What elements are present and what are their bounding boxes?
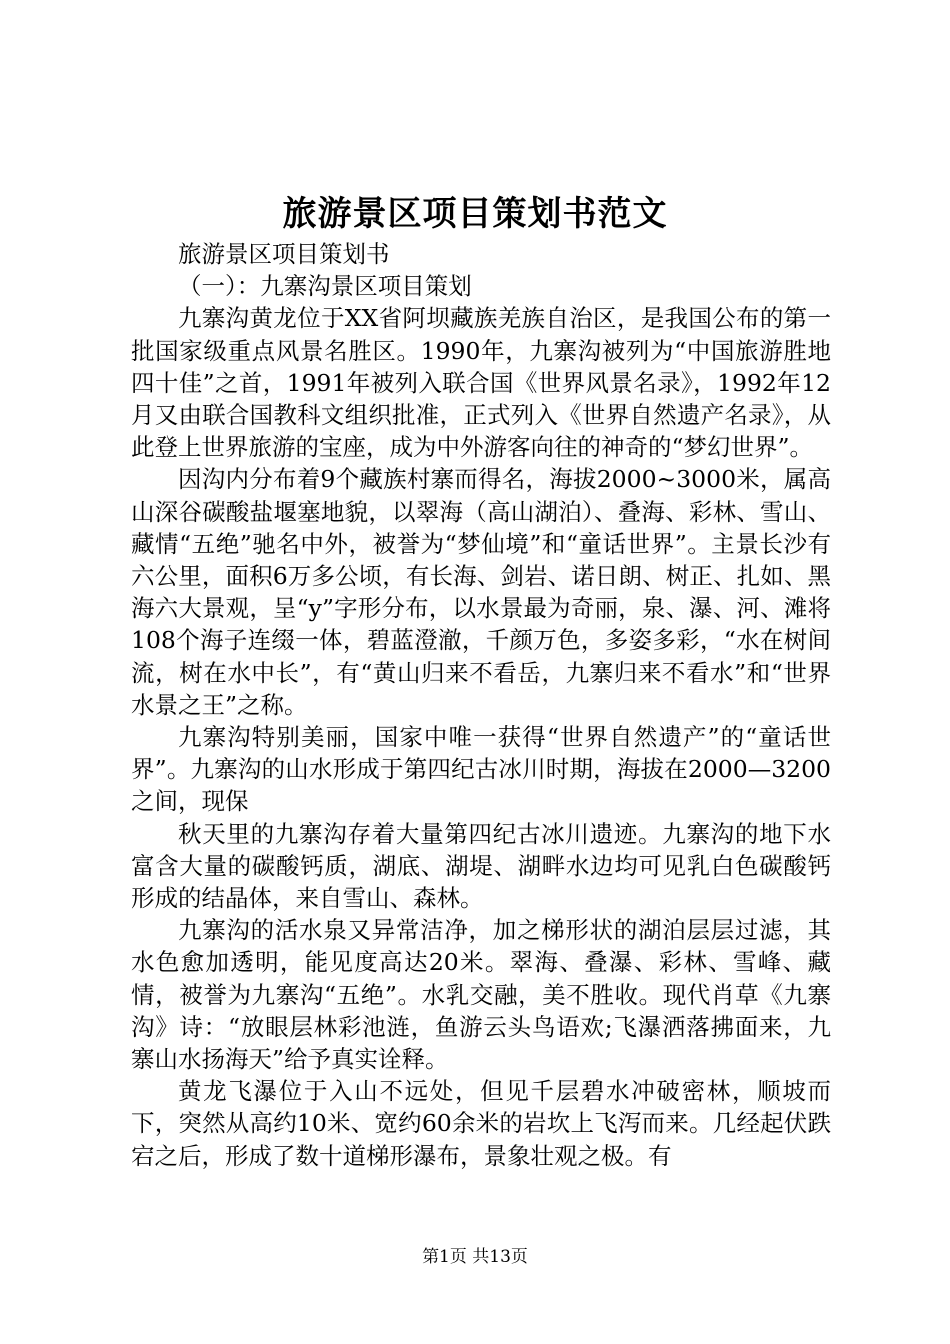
- body-paragraph: 九寨沟黄龙位于XX省阿坝藏族羌族自治区，是我国公布的第一批国家级重点风景名胜区。1990年，九寨沟被列为“中国旅游胜地四十佳”之首，1991年被列入联合国《世界风景名录》，1992年12月又由联合国教科文组织批准，正式列入《世界自然遗产名录》，从此登上世界旅游的宝座，成为中外游客向往的神奇的“梦幻世界”。: [131, 304, 831, 462]
- subtitle-paragraph: 旅游景区项目策划书: [178, 240, 390, 268]
- body-paragraph: 九寨沟特别美丽，国家中唯一获得“世界自然遗产”的“童话世界”。九寨沟的山水形成于第四纪古冰川时期，海拔在2000—3200之间，现保: [131, 723, 831, 816]
- body-paragraph: 秋天里的九寨沟存着大量第四纪古冰川遗迹。九寨沟的地下水富含大量的碳酸钙质，湖底、湖堤、湖畔水边均可见乳白色碳酸钙形成的结晶体，来自雪山、森林。: [131, 819, 831, 913]
- page-number: 第1页 共13页: [422, 1247, 528, 1267]
- body-paragraph: 九寨沟的活水泉又异常洁净，加之梯形状的湖泊层层过滤，其水色愈加透明，能见度高达20米。翠海、叠瀑、彩林、雪峰、藏情，被誉为九寨沟“五绝”。水乳交融，美不胜收。现代肖草《九寨沟》诗：“放眼层林彩池涟，鱼游云头鸟语欢;飞瀑洒落拂面来，九寨山水扬海天”给予真实诠释。: [131, 916, 831, 1074]
- body-paragraph: 因沟内分布着9个藏族村寨而得名，海拔2000~3000米，属高山深谷碳酸盐堰塞地貌，以翠海（高山湖泊）、叠海、彩林、雪山、藏情“五绝”驰名中外，被誉为“梦仙境”和“童话世界”。主景长沙有六公里，面积6万多公顷，有长海、剑岩、诺日朗、树正、扎如、黑海六大景观，呈“y”字形分布，以水景最为奇丽，泉、瀑、河、滩将108个海子连缀一体，碧蓝澄澈，千颜万色，多姿多彩，“水在树间流，树在水中长”，有“黄山归来不看岳，九寨归来不看水”和“世界水景之王”之称。: [131, 465, 831, 719]
- document-body: [131, 238, 831, 1172]
- page-title: 旅游景区项目策划书范文: [282, 194, 668, 234]
- section-heading: （一）：九寨沟景区项目策划: [178, 272, 472, 301]
- body-paragraph: 黄龙飞瀑位于入山不远处，但见千层碧水冲破密林，顺坡而下，突然从高约10米、宽约60余米的岩坎上飞泻而来。几经起伏跌宕之后，形成了数十道梯形瀑布，景象壮观之极。有: [131, 1077, 831, 1170]
